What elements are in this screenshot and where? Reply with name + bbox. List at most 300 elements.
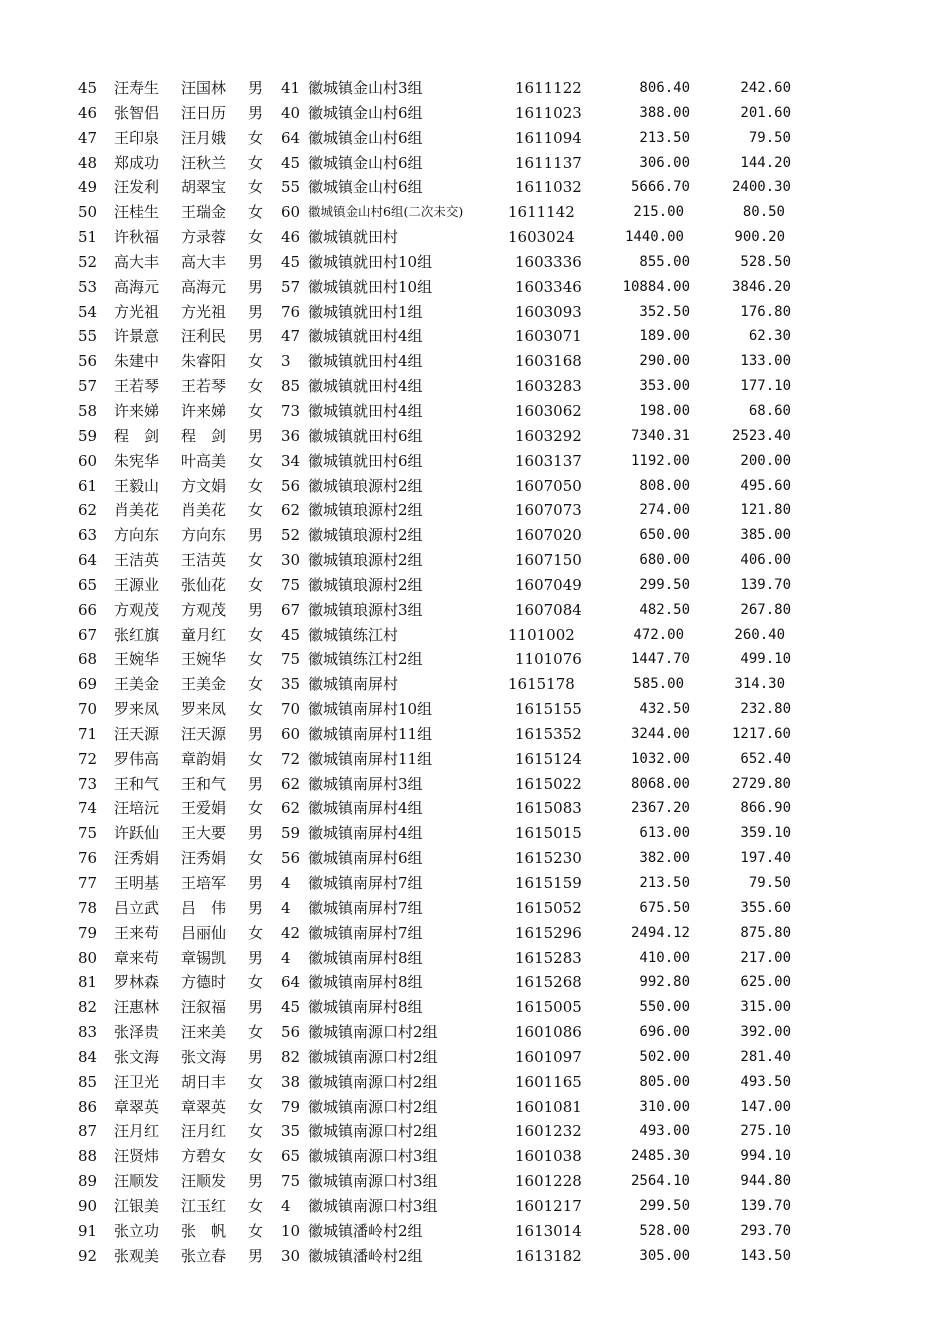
address-cell: 徽城镇南源口村2组: [308, 1072, 438, 1091]
id-cell: 1615083: [515, 799, 582, 818]
sex-cell: 女: [248, 1097, 264, 1116]
subsidy-cell: 406.00: [740, 552, 791, 569]
sex-cell: 女: [248, 1072, 264, 1091]
household-head-name: 王明基: [114, 874, 160, 892]
sex-cell: 女: [248, 650, 264, 669]
row-number: 74: [78, 799, 98, 818]
table-row: [0, 200, 950, 225]
amount-cell: 410.00: [639, 949, 690, 966]
household-head-name: 吕立武: [114, 898, 160, 917]
sex-cell: 女: [248, 228, 264, 247]
member-name: 胡日丰: [181, 1072, 227, 1091]
table-row: [0, 896, 950, 921]
household-head-name: 王毅山: [114, 476, 160, 495]
household-head-name: 汪培沅: [114, 799, 160, 818]
table-row: [0, 126, 950, 151]
household-head-name: 汪顺发: [114, 1172, 160, 1191]
id-cell: 1615178: [508, 675, 575, 694]
household-head-name: 罗伟高: [114, 749, 160, 768]
table-row: [0, 1070, 950, 1095]
household-head-name: 汪寿生: [114, 79, 160, 97]
sex-cell: 女: [248, 128, 264, 147]
address-cell: 徽城镇琅源村2组: [308, 575, 423, 594]
table-row: [0, 573, 950, 598]
address-cell: 徽城镇南屏村7组: [308, 874, 423, 892]
row-number: 86: [78, 1097, 98, 1116]
age-cell: 4: [281, 948, 291, 967]
address-cell: 徽城镇就田村4组: [308, 327, 423, 346]
subsidy-cell: 900.20: [734, 229, 785, 246]
address-cell: 徽城镇就田村4组: [308, 352, 423, 371]
member-name: 童月红: [181, 625, 227, 644]
sex-cell: 女: [248, 401, 264, 420]
amount-cell: 353.00: [639, 378, 690, 395]
household-head-name: 张智侣: [114, 103, 160, 122]
subsidy-cell: 68.60: [748, 402, 791, 419]
household-head-name: 许秋福: [114, 228, 160, 247]
member-name: 罗来凤: [181, 700, 227, 719]
sex-cell: 男: [248, 277, 264, 296]
amount-cell: 482.50: [639, 601, 690, 618]
age-cell: 76: [281, 302, 301, 321]
table-row: [0, 598, 950, 623]
subsidy-cell: 79.50: [748, 875, 791, 891]
amount-cell: 213.50: [639, 875, 690, 891]
id-cell: 1615155: [515, 700, 582, 719]
table-row: [0, 250, 950, 275]
subsidy-cell: 2523.40: [731, 427, 791, 444]
id-cell: 1615283: [515, 948, 582, 967]
id-cell: 1615230: [515, 849, 582, 868]
household-head-name: 张红旗: [114, 625, 160, 644]
address-cell: 徽城镇琅源村3组: [308, 600, 423, 619]
amount-cell: 382.00: [639, 850, 690, 867]
id-cell: 1101002: [508, 625, 575, 644]
member-name: 章翠英: [181, 1097, 227, 1116]
table-row: [0, 523, 950, 548]
id-cell: 1611094: [515, 128, 582, 147]
subsidy-cell: 1217.60: [731, 725, 791, 742]
member-name: 王爱娟: [181, 799, 227, 818]
subsidy-cell: 275.10: [740, 1123, 791, 1140]
amount-cell: 1440.00: [624, 229, 684, 246]
row-number: 56: [78, 352, 98, 371]
member-name: 汪秀娟: [181, 849, 227, 868]
member-name: 吕丽仙: [181, 923, 227, 942]
subsidy-cell: 385.00: [740, 527, 791, 544]
row-number: 51: [78, 228, 98, 247]
age-cell: 75: [281, 650, 301, 669]
household-head-name: 程 剑: [114, 426, 160, 445]
address-cell: 徽城镇南源口村2组: [308, 1023, 438, 1042]
table-row: [0, 548, 950, 573]
age-cell: 56: [281, 1023, 301, 1042]
amount-cell: 502.00: [639, 1048, 690, 1065]
member-name: 王美金: [181, 675, 227, 694]
address-cell: 徽城镇南源口村3组: [308, 1147, 438, 1166]
member-name: 王培军: [181, 874, 227, 892]
row-number: 72: [78, 749, 98, 768]
age-cell: 45: [281, 998, 301, 1017]
sex-cell: 女: [248, 1147, 264, 1166]
age-cell: 70: [281, 700, 301, 719]
household-head-name: 汪月红: [114, 1122, 160, 1141]
age-cell: 56: [281, 849, 301, 868]
table-row: [0, 747, 950, 772]
sex-cell: 女: [248, 178, 264, 197]
amount-cell: 189.00: [639, 328, 690, 345]
member-name: 王若琴: [181, 377, 227, 396]
amount-cell: 585.00: [633, 676, 684, 693]
sex-cell: 男: [248, 874, 264, 892]
member-name: 章韵娟: [181, 749, 227, 768]
amount-cell: 806.40: [639, 80, 690, 96]
age-cell: 55: [281, 178, 301, 197]
id-cell: 1615159: [515, 874, 582, 892]
id-cell: 1615268: [515, 973, 582, 992]
subsidy-cell: 200.00: [740, 452, 791, 469]
address-cell: 徽城镇就田村6组: [308, 451, 423, 470]
household-head-name: 许跃仙: [114, 824, 160, 843]
sex-cell: 女: [248, 451, 264, 470]
table-row: [0, 623, 950, 648]
amount-cell: 274.00: [639, 502, 690, 519]
row-number: 67: [78, 625, 98, 644]
subsidy-cell: 495.60: [740, 477, 791, 494]
address-cell: 徽城镇就田村10组: [308, 277, 433, 296]
subsidy-cell: 232.80: [740, 701, 791, 718]
address-cell: 徽城镇南屏村8组: [308, 948, 423, 967]
id-cell: 1613014: [515, 1221, 582, 1240]
id-cell: 1603137: [515, 451, 582, 470]
id-cell: 1613182: [515, 1246, 582, 1265]
subsidy-cell: 359.10: [740, 825, 791, 842]
age-cell: 62: [281, 799, 301, 818]
amount-cell: 299.50: [639, 1197, 690, 1214]
table-row: [0, 449, 950, 474]
amount-cell: 5666.70: [630, 179, 690, 196]
id-cell: 1601086: [515, 1023, 582, 1042]
id-cell: 1603071: [515, 327, 582, 346]
table-row: [0, 647, 950, 672]
household-head-name: 方观茂: [114, 600, 160, 619]
table-row: [0, 697, 950, 722]
household-head-name: 王来苟: [114, 923, 160, 942]
id-cell: 1615124: [515, 749, 582, 768]
sex-cell: 女: [248, 700, 264, 719]
household-head-name: 王洁英: [114, 551, 160, 570]
amount-cell: 1192.00: [630, 452, 690, 469]
member-name: 方碧女: [181, 1147, 227, 1166]
household-head-name: 张观美: [114, 1246, 160, 1265]
row-number: 54: [78, 302, 98, 321]
address-cell: 徽城镇就田村6组: [308, 426, 423, 445]
age-cell: 38: [281, 1072, 301, 1091]
household-head-name: 王若琴: [114, 377, 160, 396]
row-number: 73: [78, 774, 98, 793]
row-number: 77: [78, 874, 98, 892]
table-row: [0, 76, 950, 101]
row-number: 45: [78, 79, 98, 97]
member-name: 高大丰: [181, 252, 227, 271]
table-row: [0, 424, 950, 449]
sex-cell: 男: [248, 600, 264, 619]
id-cell: 1101076: [515, 650, 582, 669]
address-cell: 徽城镇就田村1组: [308, 302, 423, 321]
address-cell: 徽城镇南屏村7组: [308, 898, 423, 917]
sex-cell: 男: [248, 1047, 264, 1066]
row-number: 88: [78, 1147, 98, 1166]
member-name: 汪来美: [181, 1023, 227, 1042]
address-cell: 徽城镇就田村4组: [308, 401, 423, 420]
member-name: 王和气: [181, 774, 227, 793]
member-name: 吕 伟: [181, 898, 227, 917]
row-number: 63: [78, 526, 98, 545]
row-number: 91: [78, 1221, 98, 1240]
age-cell: 45: [281, 625, 301, 644]
household-head-name: 王印泉: [114, 128, 160, 147]
table-row: [0, 498, 950, 523]
row-number: 52: [78, 252, 98, 271]
id-cell: 1603283: [515, 377, 582, 396]
sex-cell: 男: [248, 1172, 264, 1191]
age-cell: 73: [281, 401, 301, 420]
row-number: 76: [78, 849, 98, 868]
subsidy-cell: 144.20: [740, 154, 791, 171]
row-number: 66: [78, 600, 98, 619]
age-cell: 72: [281, 749, 301, 768]
age-cell: 60: [281, 203, 301, 222]
member-name: 方录蓉: [181, 228, 227, 247]
subsidy-cell: 314.30: [734, 676, 785, 693]
member-name: 程 剑: [181, 426, 227, 445]
subsidy-cell: 143.50: [740, 1247, 791, 1264]
household-head-name: 江银美: [114, 1196, 160, 1215]
household-head-name: 章翠英: [114, 1097, 160, 1116]
row-number: 85: [78, 1072, 98, 1091]
subsidy-cell: 242.60: [740, 80, 791, 96]
table-row: [0, 324, 950, 349]
member-name: 汪利民: [181, 327, 227, 346]
household-head-name: 汪发利: [114, 178, 160, 197]
address-cell: 徽城镇潘岭村2组: [308, 1246, 423, 1265]
row-number: 64: [78, 551, 98, 570]
table-row: [0, 349, 950, 374]
subsidy-cell: 866.90: [740, 800, 791, 817]
id-cell: 1607020: [515, 526, 582, 545]
row-number: 81: [78, 973, 98, 992]
table-row: [0, 101, 950, 126]
address-cell: 徽城镇就田村: [308, 228, 399, 247]
subsidy-cell: 315.00: [740, 999, 791, 1016]
row-number: 65: [78, 575, 98, 594]
age-cell: 45: [281, 252, 301, 271]
member-name: 方文娟: [181, 476, 227, 495]
amount-cell: 290.00: [639, 353, 690, 370]
sex-cell: 女: [248, 749, 264, 768]
household-head-name: 张文海: [114, 1047, 160, 1066]
age-cell: 62: [281, 501, 301, 520]
table-row: [0, 672, 950, 697]
sex-cell: 男: [248, 948, 264, 967]
address-cell: 徽城镇南源口村3组: [308, 1196, 438, 1215]
subsidy-cell: 293.70: [740, 1222, 791, 1239]
id-cell: 1615015: [515, 824, 582, 843]
id-cell: 1603336: [515, 252, 582, 271]
id-cell: 1601232: [515, 1122, 582, 1141]
table-row: [0, 796, 950, 821]
subsidy-cell: 652.40: [740, 750, 791, 767]
address-cell: 徽城镇潘岭村2组: [308, 1221, 423, 1240]
table-row: [0, 374, 950, 399]
age-cell: 30: [281, 1246, 301, 1265]
row-number: 71: [78, 724, 98, 743]
table-row: [0, 474, 950, 499]
age-cell: 36: [281, 426, 301, 445]
subsidy-cell: 133.00: [740, 353, 791, 370]
id-cell: 1611142: [508, 203, 575, 222]
id-cell: 1601228: [515, 1172, 582, 1191]
row-number: 69: [78, 675, 98, 694]
age-cell: 62: [281, 774, 301, 793]
row-number: 53: [78, 277, 98, 296]
sex-cell: 女: [248, 1221, 264, 1240]
subsidy-cell: 79.50: [748, 129, 791, 146]
subsidy-cell: 3846.20: [731, 278, 791, 295]
sex-cell: 男: [248, 824, 264, 843]
id-cell: 1601097: [515, 1047, 582, 1066]
subsidy-cell: 139.70: [740, 1197, 791, 1214]
subsidy-cell: 944.80: [740, 1173, 791, 1190]
member-name: 方光祖: [181, 302, 227, 321]
table-row: [0, 175, 950, 200]
sex-cell: 女: [248, 799, 264, 818]
member-name: 汪日历: [181, 103, 227, 122]
sex-cell: 男: [248, 103, 264, 122]
amount-cell: 299.50: [639, 576, 690, 593]
address-cell: 徽城镇练江村: [308, 625, 399, 644]
address-cell: 徽城镇南屏村: [308, 675, 399, 694]
table-row: [0, 871, 950, 896]
member-name: 汪国林: [181, 79, 227, 97]
age-cell: 41: [281, 79, 301, 97]
amount-cell: 680.00: [639, 552, 690, 569]
subsidy-cell: 80.50: [742, 204, 785, 221]
row-number: 80: [78, 948, 98, 967]
household-head-name: 肖美花: [114, 501, 160, 520]
age-cell: 57: [281, 277, 301, 296]
amount-cell: 1447.70: [630, 651, 690, 668]
age-cell: 35: [281, 1122, 301, 1141]
id-cell: 1615296: [515, 923, 582, 942]
address-cell: 徽城镇南源口村3组: [308, 1172, 438, 1191]
address-cell: 徽城镇南源口村2组: [308, 1047, 438, 1066]
row-number: 60: [78, 451, 98, 470]
table-row: [0, 846, 950, 871]
member-name: 张立春: [181, 1246, 227, 1265]
id-cell: 1603168: [515, 352, 582, 371]
member-name: 张 帆: [181, 1221, 227, 1240]
row-number: 83: [78, 1023, 98, 1042]
address-cell: 徽城镇琅源村2组: [308, 501, 423, 520]
subsidy-cell: 281.40: [740, 1048, 791, 1065]
id-cell: 1601217: [515, 1196, 582, 1215]
subsidy-cell: 528.50: [740, 253, 791, 270]
member-name: 方向东: [181, 526, 227, 545]
amount-cell: 650.00: [639, 527, 690, 544]
address-cell: 徽城镇就田村10组: [308, 252, 433, 271]
sex-cell: 女: [248, 377, 264, 396]
age-cell: 75: [281, 575, 301, 594]
household-head-name: 王美金: [114, 675, 160, 694]
address-cell: 徽城镇练江村2组: [308, 650, 423, 669]
table-row: [0, 1194, 950, 1219]
sex-cell: 男: [248, 1246, 264, 1265]
age-cell: 67: [281, 600, 301, 619]
sex-cell: 男: [248, 252, 264, 271]
household-head-name: 汪卫光: [114, 1072, 160, 1091]
id-cell: 1603346: [515, 277, 582, 296]
household-head-name: 王和气: [114, 774, 160, 793]
address-cell: 徽城镇南屏村8组: [308, 973, 423, 992]
member-name: 江玉红: [181, 1196, 227, 1215]
id-cell: 1611032: [515, 178, 582, 197]
table-row: [0, 1095, 950, 1120]
id-cell: 1607150: [515, 551, 582, 570]
subsidy-cell: 355.60: [740, 899, 791, 916]
table-row: [0, 399, 950, 424]
amount-cell: 675.50: [639, 899, 690, 916]
address-cell: 徽城镇南屏村4组: [308, 824, 423, 843]
id-cell: 1601081: [515, 1097, 582, 1116]
amount-cell: 10884.00: [622, 278, 690, 295]
sex-cell: 女: [248, 675, 264, 694]
row-number: 78: [78, 898, 98, 917]
data-table: [0, 76, 950, 1269]
age-cell: 4: [281, 898, 291, 917]
row-number: 57: [78, 377, 98, 396]
member-name: 肖美花: [181, 501, 227, 520]
sex-cell: 女: [248, 923, 264, 942]
address-cell: 徽城镇金山村6组: [308, 153, 423, 172]
address-cell: 徽城镇南源口村2组: [308, 1122, 438, 1141]
id-cell: 1601165: [515, 1072, 582, 1091]
sex-cell: 女: [248, 575, 264, 594]
age-cell: 64: [281, 128, 301, 147]
address-cell: 徽城镇南屏村4组: [308, 799, 423, 818]
member-name: 王大要: [181, 824, 227, 843]
member-name: 汪叙福: [181, 998, 227, 1017]
age-cell: 46: [281, 228, 301, 247]
amount-cell: 306.00: [639, 154, 690, 171]
amount-cell: 2367.20: [630, 800, 690, 817]
household-head-name: 许来娣: [114, 401, 160, 420]
row-number: 55: [78, 327, 98, 346]
subsidy-cell: 121.80: [740, 502, 791, 519]
id-cell: 1611023: [515, 103, 582, 122]
amount-cell: 855.00: [639, 253, 690, 270]
household-head-name: 汪秀娟: [114, 849, 160, 868]
age-cell: 59: [281, 824, 301, 843]
sex-cell: 男: [248, 526, 264, 545]
member-name: 汪月娥: [181, 128, 227, 147]
row-number: 89: [78, 1172, 98, 1191]
age-cell: 75: [281, 1172, 301, 1191]
table-row: [0, 1020, 950, 1045]
row-number: 84: [78, 1047, 98, 1066]
sex-cell: 男: [248, 426, 264, 445]
id-cell: 1601038: [515, 1147, 582, 1166]
